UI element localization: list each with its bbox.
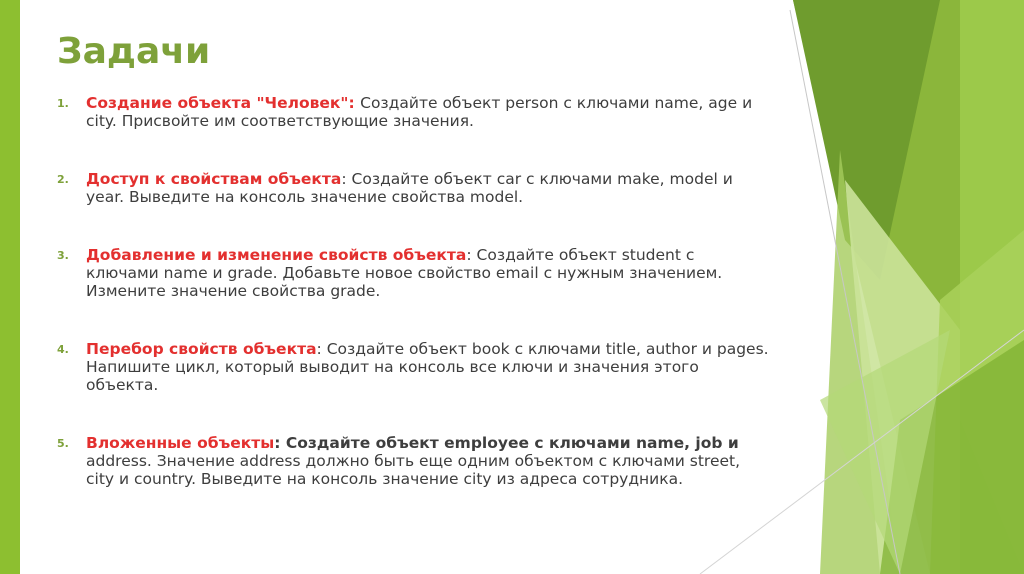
task-name: Вложенные объекты bbox=[86, 434, 275, 452]
task-description-lead: Создайте объект employee с ключами name, job и bbox=[285, 434, 739, 452]
task-name: Добавление и изменение свойств объекта bbox=[86, 246, 467, 264]
task-number: 3. bbox=[57, 249, 69, 262]
task-description: Создайте объект car с ключами make, model и year. Выведите на консоль значение свойства model. bbox=[86, 170, 733, 206]
task-separator: : bbox=[348, 94, 361, 112]
task-item-1 bbox=[57, 94, 772, 130]
task-name: Создание объекта "Человек" bbox=[86, 94, 349, 112]
slide-title: Задачи bbox=[57, 31, 211, 72]
task-name: Перебор свойств объекта bbox=[86, 340, 317, 358]
task-name: Доступ к свойствам объекта bbox=[86, 170, 342, 188]
task-separator: : bbox=[466, 246, 477, 264]
left-accent-bar bbox=[0, 0, 20, 574]
task-description: Создайте объект book с ключами title, author и pages. Напишите цикл, который выводит на консоль все ключи и значения этого объекта. bbox=[86, 340, 769, 394]
task-separator: : bbox=[316, 340, 327, 358]
task-number: 2. bbox=[57, 173, 69, 186]
task-number: 1. bbox=[57, 97, 69, 110]
task-description: Создайте объект person с ключами name, age и city. Присвойте им соответствующие значения. bbox=[86, 94, 753, 130]
task-separator: : bbox=[341, 170, 352, 188]
task-list bbox=[57, 94, 772, 488]
task-item-3 bbox=[57, 246, 772, 300]
task-item-2 bbox=[57, 170, 772, 206]
task-separator: : bbox=[274, 434, 286, 452]
task-item-5 bbox=[57, 434, 772, 488]
task-description: Создайте объект student с ключами name и grade. Добавьте новое свойство email с нужным значением. Измените значение свойства grade. bbox=[86, 246, 723, 300]
task-item-4 bbox=[57, 340, 772, 394]
task-number: 4. bbox=[57, 343, 69, 356]
task-description: address. Значение address должно быть еще одним объектом с ключами street, city и country. Выведите на консоль значение city из адреса сотрудника. bbox=[86, 452, 741, 488]
task-number: 5. bbox=[57, 437, 69, 450]
